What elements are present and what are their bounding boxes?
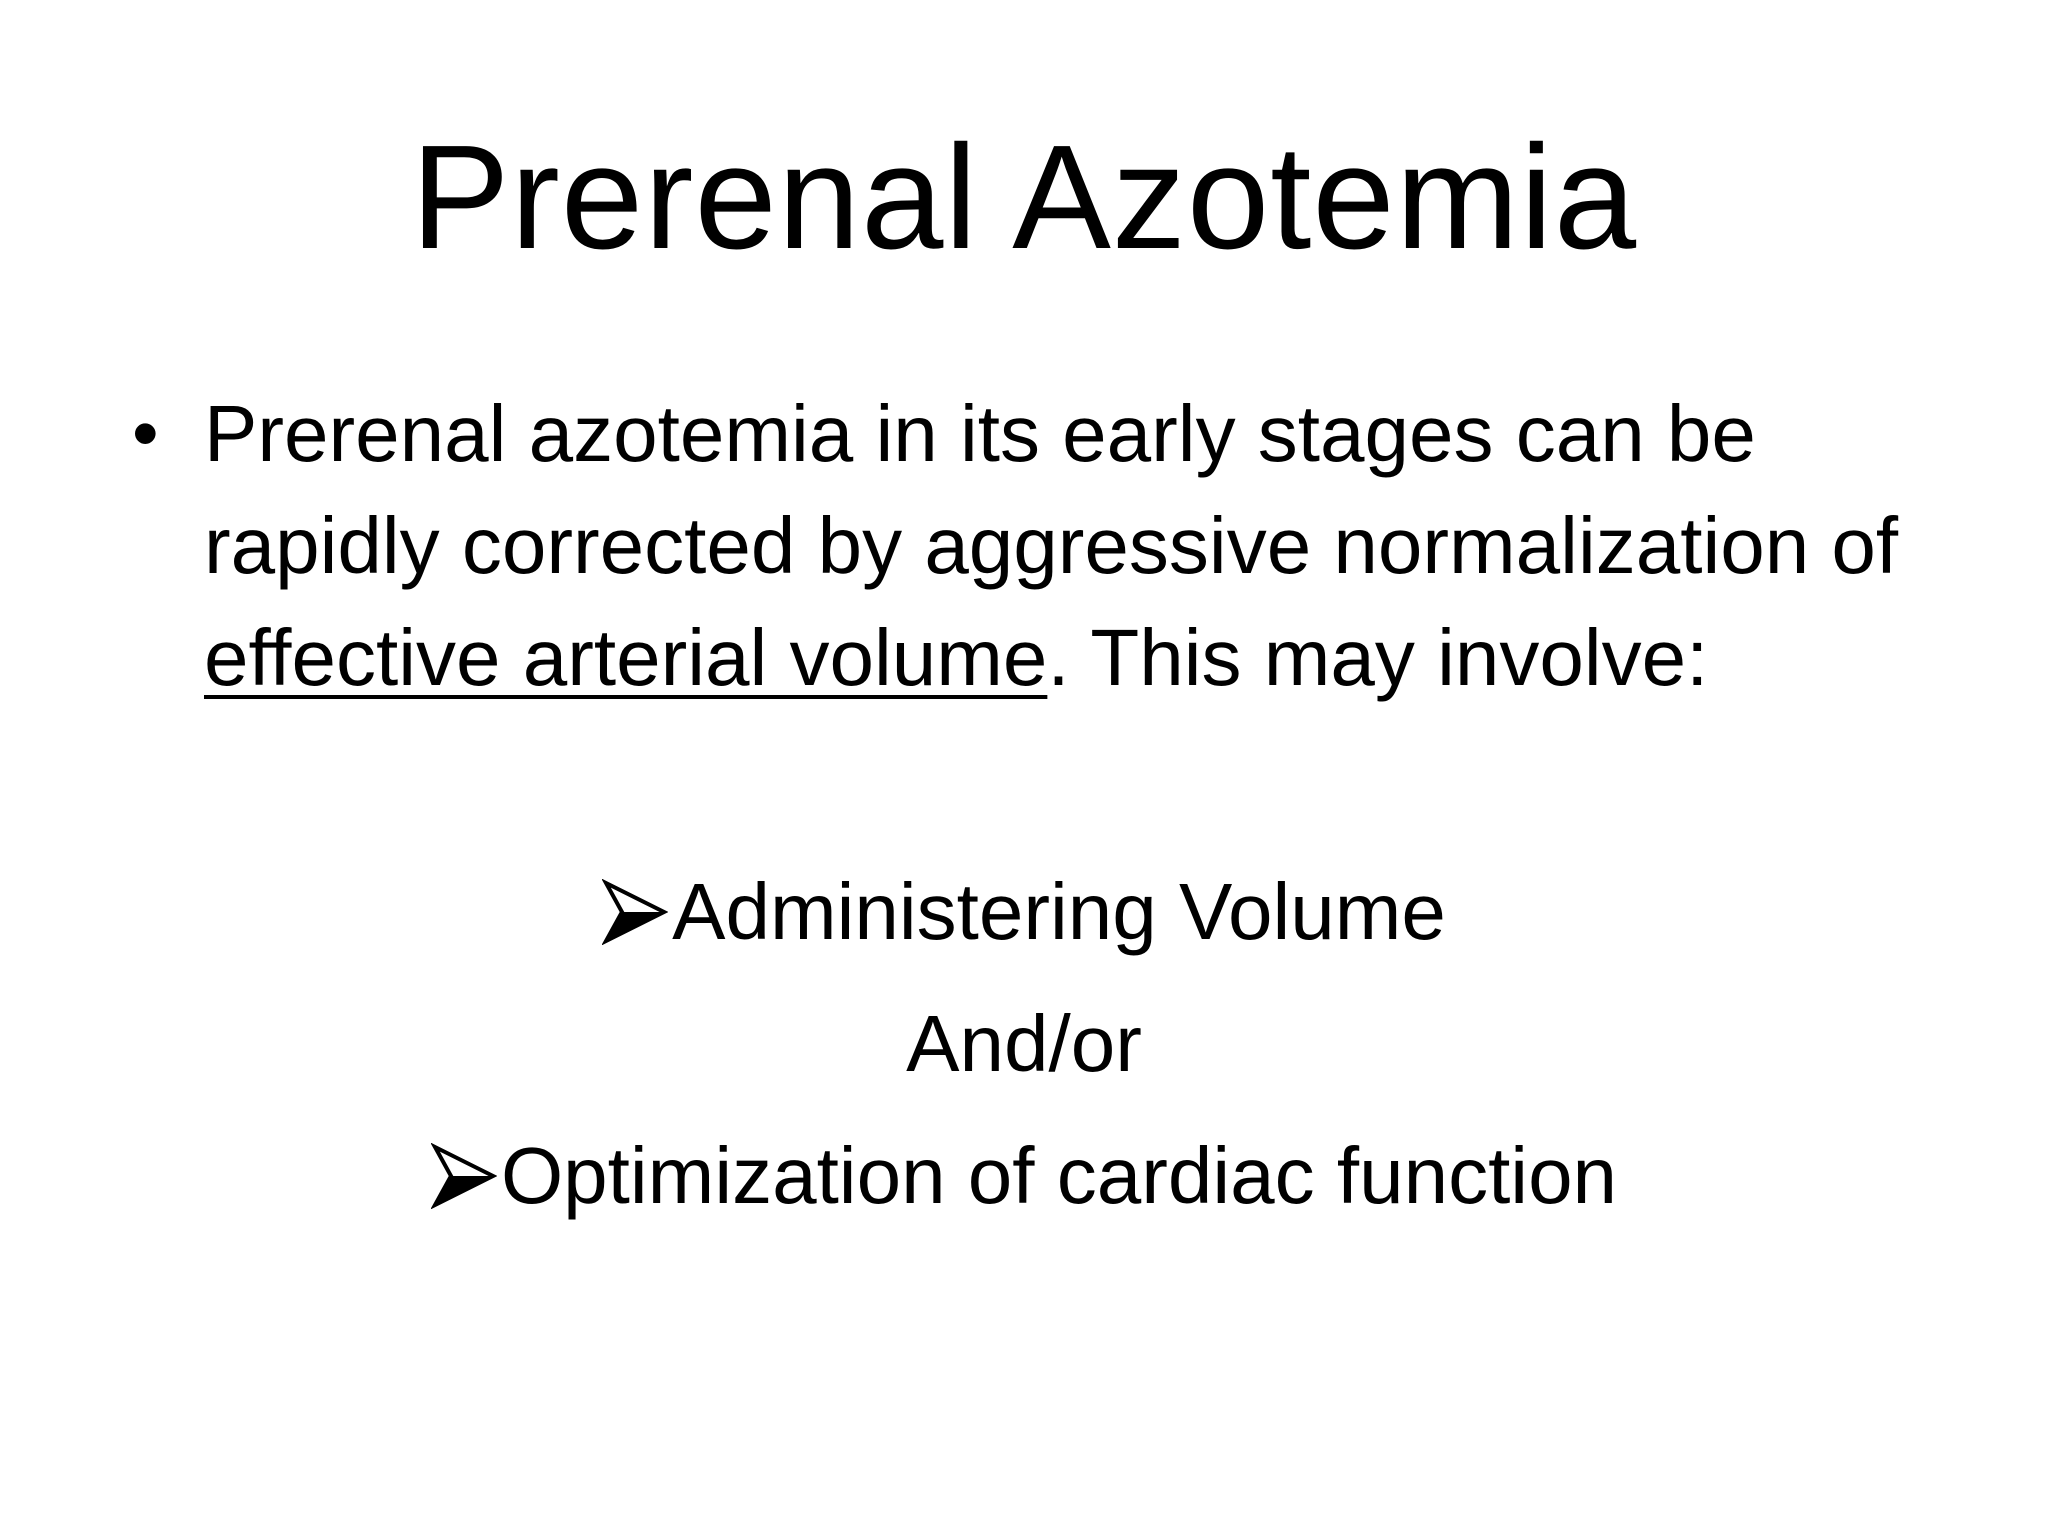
bullet-dot-icon: • xyxy=(132,391,159,476)
option-administering-volume xyxy=(0,862,2048,962)
arrow-bullet-icon xyxy=(602,868,668,934)
bullet-text-after: . This may involve: xyxy=(1047,613,1709,702)
arrow-bullet-icon xyxy=(431,1132,497,1198)
option-label: Administering Volume xyxy=(672,867,1446,956)
option-cardiac-function xyxy=(0,1126,2048,1226)
underlined-term: effective arterial volume xyxy=(204,613,1048,702)
slide-title: Prerenal Azotemia xyxy=(410,115,1638,280)
bullet-item xyxy=(120,378,1940,714)
bullet-paragraph xyxy=(120,378,1940,714)
option-label: Optimization of cardiac function xyxy=(500,1131,1618,1220)
connector-text: And/or xyxy=(906,999,1142,1088)
bullet-text-before: Prerenal azotemia in its early stages can be rapidly corrected by aggressive normalization of xyxy=(204,389,1899,590)
